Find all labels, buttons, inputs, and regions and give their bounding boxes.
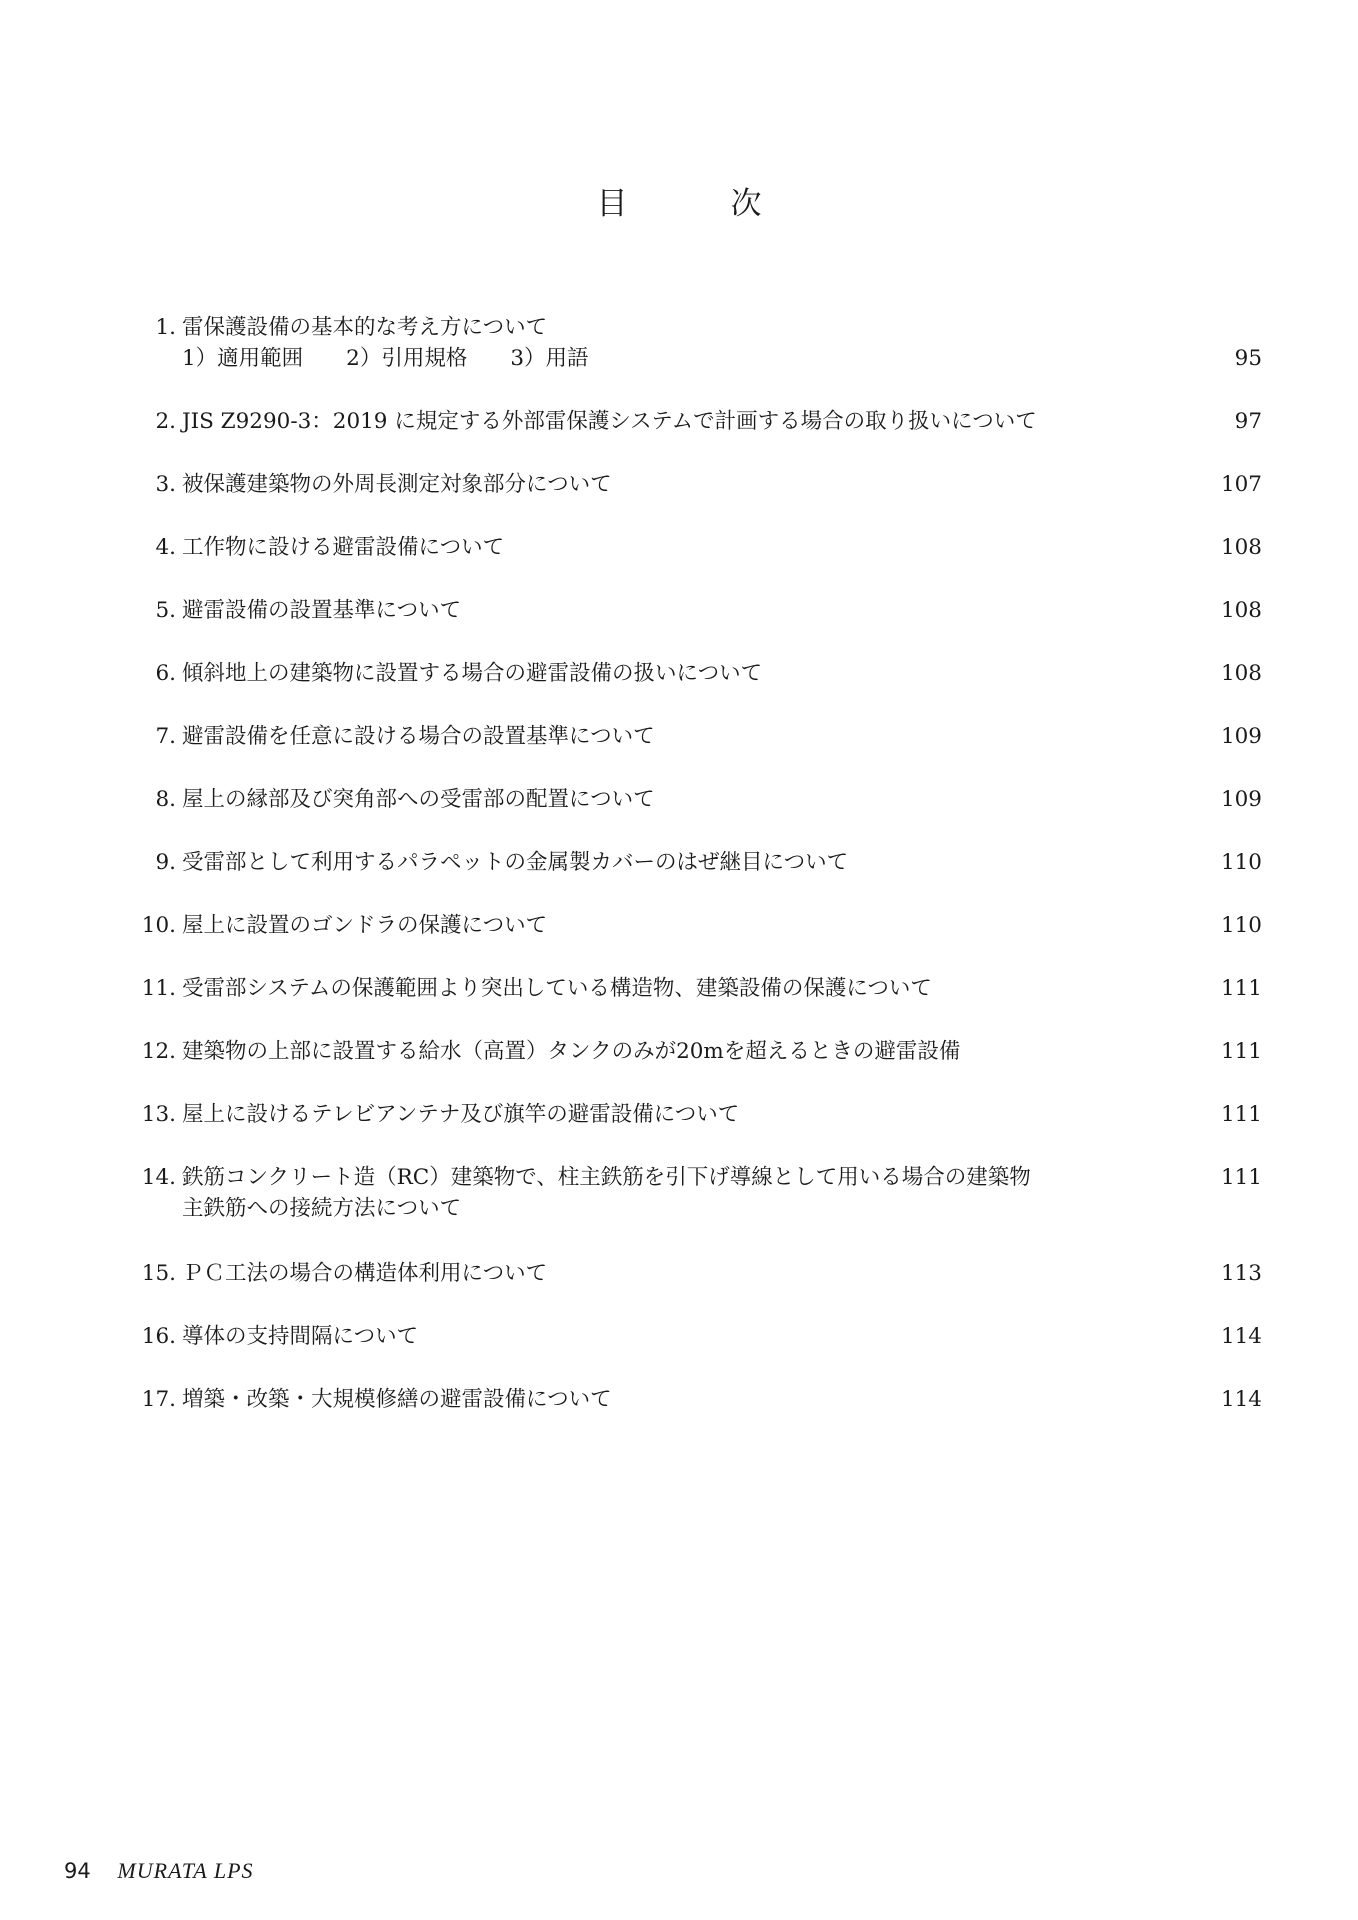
toc-entry <box>120 469 1262 500</box>
toc-entry-number: 3. <box>155 472 176 497</box>
toc-entry-page: 108 <box>1220 535 1262 560</box>
toc-entry-page: 111 <box>1220 976 1262 1001</box>
toc-entry-subline: 主鉄筋への接続方法について <box>182 1196 462 1221</box>
toc-entry-title-line: 傾斜地上の建築物に設置する場合の避雷設備の扱いについて <box>182 661 763 686</box>
toc-entry <box>120 910 1262 941</box>
toc-entry-page: 110 <box>1220 913 1262 938</box>
toc-entry-title-line: 工作物に設ける避雷設備について <box>182 535 505 560</box>
toc-entry-page: 111 <box>1220 1102 1262 1127</box>
toc-entry-page: 109 <box>1220 724 1262 749</box>
toc-entry-title <box>182 469 1182 500</box>
toc-entry-number: 2. <box>155 409 176 434</box>
toc-entry <box>120 847 1262 878</box>
toc-entry-page: 110 <box>1220 850 1262 875</box>
toc-entry-title-line: 鉄筋コンクリート造（RC）建築物で、柱主鉄筋を引下げ導線として用いる場合の建築物 <box>182 1165 1031 1190</box>
toc-entry <box>120 532 1262 563</box>
toc-entry-page: 114 <box>1220 1324 1262 1349</box>
toc-entry-title <box>182 406 1182 437</box>
toc-entry-number: 13. <box>141 1102 176 1127</box>
toc-entry-title <box>182 532 1182 563</box>
toc-entry <box>120 1162 1262 1224</box>
toc-entry-number: 6. <box>155 661 176 686</box>
toc-entry <box>120 595 1262 626</box>
toc-entry <box>120 784 1262 815</box>
toc-entry-title <box>182 1036 1182 1067</box>
toc-entry-title-line: 屋上に設けるテレビアンテナ及び旗竿の避雷設備について <box>182 1102 740 1127</box>
toc-entry-title-line: JIS Z9290-3：2019 に規定する外部雷保護システムで計画する場合の取り扱いについて <box>182 409 1037 434</box>
toc-entry-number: 4. <box>155 535 176 560</box>
toc-entry-number: 7. <box>155 724 176 749</box>
toc-entry-number: 16. <box>141 1324 176 1349</box>
toc-entry-title <box>182 1321 1182 1352</box>
toc-entry-title-line: 屋上に設置のゴンドラの保護について <box>182 913 548 938</box>
toc-entry-number: 1. <box>155 315 176 340</box>
toc-entry-title <box>182 910 1182 941</box>
toc-entry-title-line: 雷保護設備の基本的な考え方について <box>182 315 548 340</box>
toc-entry-title <box>182 721 1182 752</box>
toc-entry-number: 17. <box>141 1387 176 1412</box>
toc-entry <box>120 1036 1262 1067</box>
footer-page-number: 94 <box>64 1859 91 1883</box>
toc-entry <box>120 721 1262 752</box>
toc-entry-number: 14. <box>141 1165 176 1190</box>
toc-entry-title-line: ＰＣ工法の場合の構造体利用について <box>182 1261 548 1286</box>
toc-entry-title <box>182 312 1182 374</box>
toc-entry-page: 111 <box>1220 1039 1262 1064</box>
toc-entry-title <box>182 658 1182 689</box>
toc-entry-page: 108 <box>1220 661 1262 686</box>
page-footer <box>64 1858 254 1884</box>
toc-entry-subline: 1）適用範囲 2）引用規格 3）用語 <box>182 346 589 371</box>
toc-entry-title <box>182 784 1182 815</box>
toc-entry <box>120 1321 1262 1352</box>
toc-entry-title <box>182 973 1182 1004</box>
toc-entry <box>120 1258 1262 1289</box>
toc-entry-number: 5. <box>155 598 176 623</box>
toc-entry-number: 11. <box>141 976 176 1001</box>
toc-entry-title-line: 建築物の上部に設置する給水（高置）タンクのみが20mを超えるときの避雷設備 <box>182 1039 961 1064</box>
toc-entry <box>120 406 1262 437</box>
toc-entry-title-line: 屋上の縁部及び突角部への受雷部の配置について <box>182 787 655 812</box>
toc-entry-page: 95 <box>1234 346 1262 371</box>
toc-entry-title-line: 被保護建築物の外周長測定対象部分について <box>182 472 612 497</box>
toc-entry-title-line: 避雷設備の設置基準について <box>182 598 462 623</box>
toc-entry-title <box>182 1384 1182 1415</box>
toc-entry <box>120 973 1262 1004</box>
toc-entry-title <box>182 595 1182 626</box>
footer-brand: MURATA LPS <box>117 1858 254 1883</box>
toc-entry-number: 15. <box>141 1261 176 1286</box>
toc-entry <box>120 1099 1262 1130</box>
toc-entry-number: 9. <box>155 850 176 875</box>
toc-entry <box>120 1384 1262 1415</box>
toc-entry-page: 97 <box>1234 409 1262 434</box>
toc-entry <box>120 658 1262 689</box>
toc-entry-page: 113 <box>1220 1261 1262 1286</box>
toc-entry-title <box>182 1099 1182 1130</box>
toc-entry-page: 114 <box>1220 1387 1262 1412</box>
toc-entry-page: 109 <box>1220 787 1262 812</box>
toc-entry-page: 108 <box>1220 598 1262 623</box>
toc-entry-number: 10. <box>141 913 176 938</box>
toc-entry-title-line: 避雷設備を任意に設ける場合の設置基準について <box>182 724 655 749</box>
toc-entry-number: 8. <box>155 787 176 812</box>
toc-entry-title <box>182 1162 1182 1224</box>
toc-entry-title-line: 増築・改築・大規模修繕の避雷設備について <box>182 1387 612 1412</box>
toc-entry-title-line: 受雷部として利用するパラペットの金属製カバーのはぜ継目について <box>182 850 849 875</box>
toc-entry-title-line: 導体の支持間隔について <box>182 1324 419 1349</box>
page-title: 目 次 <box>596 186 798 222</box>
toc-entry-number: 12. <box>141 1039 176 1064</box>
toc-entry-page: 107 <box>1220 472 1262 497</box>
toc-entry-title-line: 受雷部システムの保護範囲より突出している構造物、建築設備の保護について <box>182 976 932 1001</box>
toc-entry <box>120 312 1262 374</box>
toc-entry-page: 111 <box>1220 1165 1262 1190</box>
toc-entry-title <box>182 1258 1182 1289</box>
toc-entry-title <box>182 847 1182 878</box>
